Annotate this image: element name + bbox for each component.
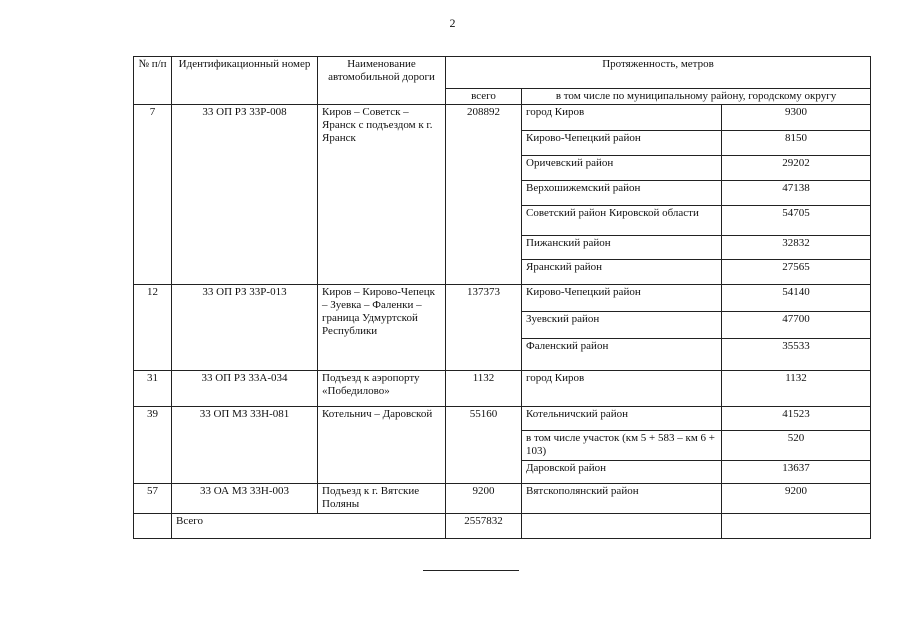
district-name: Вятскополянский район bbox=[522, 484, 722, 514]
road-total: 137373 bbox=[446, 285, 522, 371]
road-num: 31 bbox=[134, 371, 172, 407]
district-length: 54140 bbox=[722, 285, 871, 312]
district-length: 13637 bbox=[722, 461, 871, 484]
district-name: город Киров bbox=[522, 371, 722, 407]
district-name: Даровской район bbox=[522, 461, 722, 484]
district-name: Фаленский район bbox=[522, 339, 722, 371]
table-row bbox=[134, 285, 871, 312]
road-total: 1132 bbox=[446, 371, 522, 407]
district-name: Котельничский район bbox=[522, 407, 722, 431]
road-total: 55160 bbox=[446, 407, 522, 484]
district-name: Яранский район bbox=[522, 260, 722, 285]
road-id: 33 ОП МЗ 33Н-081 bbox=[172, 407, 318, 484]
district-length: 47700 bbox=[722, 312, 871, 339]
district-length: 1132 bbox=[722, 371, 871, 407]
table-row bbox=[134, 484, 871, 514]
district-length: 32832 bbox=[722, 236, 871, 260]
road-num: 39 bbox=[134, 407, 172, 484]
road-name: Киров – Кирово-Чепецк – Зуевка – Фаленки – граница Удмуртской Республики bbox=[318, 285, 446, 371]
district-name: Советский район Кировской области bbox=[522, 206, 722, 236]
district-name: Зуевский район bbox=[522, 312, 722, 339]
header-incl: в том числе по муниципальному району, городскому округу bbox=[522, 89, 871, 105]
road-num: 57 bbox=[134, 484, 172, 514]
road-total: 208892 bbox=[446, 105, 522, 285]
road-id: 33 ОА МЗ 33Н-003 bbox=[172, 484, 318, 514]
road-name: Киров – Советск – Яранск с подъездом к г. Яранск bbox=[318, 105, 446, 285]
district-length: 9300 bbox=[722, 105, 871, 131]
header-name: Наименование автомобильной дороги bbox=[318, 57, 446, 105]
district-length: 9200 bbox=[722, 484, 871, 514]
total-label: Всего bbox=[172, 514, 446, 539]
road-id: 33 ОП РЗ 33А-034 bbox=[172, 371, 318, 407]
header-id: Идентификационный номер bbox=[172, 57, 318, 105]
district-length: 27565 bbox=[722, 260, 871, 285]
total-value: 2557832 bbox=[446, 514, 522, 539]
district-name: город Киров bbox=[522, 105, 722, 131]
district-length: 54705 bbox=[722, 206, 871, 236]
district-name: Пижанский район bbox=[522, 236, 722, 260]
table-row bbox=[134, 371, 871, 407]
road-name: Подъезд к аэропорту «Победилово» bbox=[318, 371, 446, 407]
table-row bbox=[134, 105, 871, 131]
header-total: всего bbox=[446, 89, 522, 105]
road-name: Котельнич – Даровской bbox=[318, 407, 446, 484]
district-length: 8150 bbox=[722, 131, 871, 156]
district-length: 520 bbox=[722, 431, 871, 461]
page-number: 2 bbox=[449, 16, 456, 30]
total-row bbox=[134, 514, 871, 539]
district-name: в том числе участок (км 5 + 583 – км 6 + 103) bbox=[522, 431, 722, 461]
district-length: 35533 bbox=[722, 339, 871, 371]
roads-table bbox=[133, 56, 871, 539]
road-name: Подъезд к г. Вятские Поляны bbox=[318, 484, 446, 514]
road-total: 9200 bbox=[446, 484, 522, 514]
district-length: 29202 bbox=[722, 156, 871, 181]
district-length: 41523 bbox=[722, 407, 871, 431]
district-name: Оричевский район bbox=[522, 156, 722, 181]
road-num: 7 bbox=[134, 105, 172, 285]
header-length: Протяженность, метров bbox=[446, 57, 871, 89]
footer-divider bbox=[423, 570, 519, 571]
road-id: 33 ОП РЗ 33Р-013 bbox=[172, 285, 318, 371]
district-name: Кирово-Чепецкий район bbox=[522, 285, 722, 312]
district-name: Верхошижемский район bbox=[522, 181, 722, 206]
road-num: 12 bbox=[134, 285, 172, 371]
district-length: 47138 bbox=[722, 181, 871, 206]
header-num: № п/п bbox=[134, 57, 172, 105]
road-id: 33 ОП РЗ 33Р-008 bbox=[172, 105, 318, 285]
table-row bbox=[134, 407, 871, 431]
district-name: Кирово-Чепецкий район bbox=[522, 131, 722, 156]
